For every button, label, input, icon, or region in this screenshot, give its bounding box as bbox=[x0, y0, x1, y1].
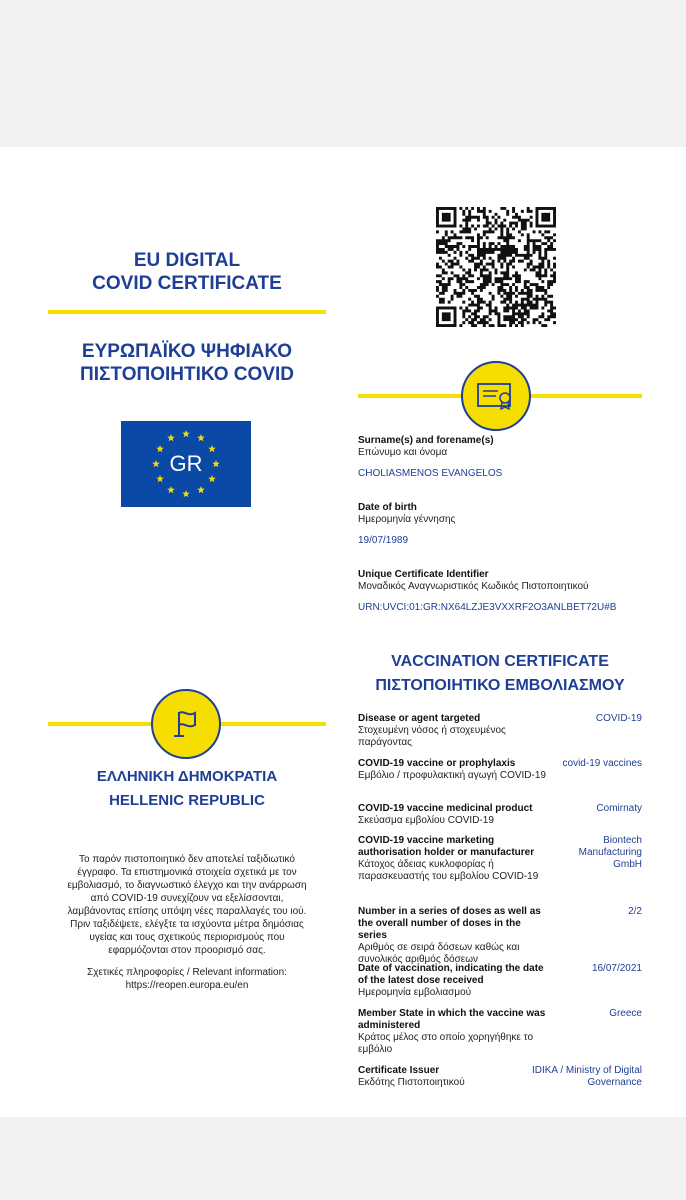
title-en bbox=[48, 249, 326, 295]
row-label-en: Certificate Issuer bbox=[358, 1065, 440, 1076]
vaccination-row bbox=[358, 963, 642, 999]
title-gr-line2: ΠΙΣΤΟΠΟΙΗΤΙΚΟ COVID bbox=[80, 364, 294, 385]
notice-line: εμβολιασμό, το διαγνωστικό έλεγχο και την ανάρρωση bbox=[67, 880, 307, 891]
row-label-gr: Εμβόλιο / προφυλακτική αγωγή COVID-19 bbox=[358, 770, 546, 781]
qr-code-icon bbox=[436, 207, 556, 327]
vaccination-row bbox=[358, 758, 642, 782]
travel-notice bbox=[48, 853, 326, 992]
row-value: 16/07/2021 bbox=[591, 963, 642, 974]
row-label-en: COVID-19 vaccine or prophylaxis bbox=[358, 758, 516, 769]
row-value: Greece bbox=[609, 1008, 642, 1019]
flag-code: GR bbox=[169, 451, 203, 476]
row-label-en: COVID-19 vaccine medicinal product bbox=[358, 803, 533, 814]
row-value: Comirnaty bbox=[596, 803, 642, 814]
vaccination-row bbox=[358, 906, 642, 966]
notice-line: από COVID-19 συνεχίζουν να εξελίσσονται, bbox=[90, 893, 284, 904]
row-label-gr: Σκεύασμα εμβολίου COVID-19 bbox=[358, 815, 494, 826]
row-value: covid-19 vaccines bbox=[562, 758, 642, 769]
row-label-en: Disease or agent targeted bbox=[358, 713, 481, 724]
row-label-gr: Κάτοχος άδειας κυκλοφορίας ή παρασκευαστής του εμβολίου COVID-19 bbox=[358, 859, 539, 882]
row-value: 2/2 bbox=[628, 906, 642, 917]
vaccination-title-gr: ΠΙΣΤΟΠΟΙΗΤΙΚΟ ΕΜΒΟΛΙΑΣΜΟΥ bbox=[375, 677, 625, 694]
personal-info bbox=[358, 435, 658, 614]
name-label-en: Surname(s) and forename(s) bbox=[358, 435, 494, 446]
vaccination-row bbox=[358, 1008, 642, 1056]
yellow-divider bbox=[48, 310, 326, 314]
eu-flag-icon bbox=[121, 421, 251, 507]
republic-name bbox=[48, 765, 326, 813]
row-label-gr: Κράτος μέλος στο οποίο χορηγήθηκε το εμβόλιο bbox=[358, 1032, 534, 1055]
dob-value: 19/07/1989 bbox=[358, 535, 409, 546]
dob-label-en: Date of birth bbox=[358, 502, 417, 513]
vaccination-row bbox=[358, 713, 642, 749]
notice-line: Το παρόν πιστοποιητικό δεν αποτελεί ταξιδιωτικό bbox=[79, 854, 295, 865]
row-label-gr: Εκδότης Πιστοποιητικού bbox=[358, 1077, 465, 1088]
row-value: Biontech Manufacturing GmbH bbox=[578, 835, 642, 870]
title-gr-line1: ΕΥΡΩΠΑΪΚΟ ΨΗΦΙΑΚΟ bbox=[81, 341, 293, 362]
row-label-en: COVID-19 vaccine marketing authorisation holder or manufacturer bbox=[358, 835, 535, 858]
row-label-gr: Στοχευμένη νόσος ή στοχευμένος παράγοντας bbox=[358, 725, 506, 748]
vaccination-title bbox=[352, 650, 648, 698]
certificate-icon bbox=[476, 382, 516, 410]
row-label-gr: Ημερομηνία εμβολιασμού bbox=[358, 987, 472, 998]
title-gr bbox=[48, 340, 326, 386]
row-label-en: Number in a series of doses as well as the overall number of doses in the series bbox=[358, 906, 541, 941]
row-label-en: Date of vaccination, indicating the date of the latest dose received bbox=[358, 963, 544, 986]
uci-label-gr: Μοναδικός Αναγνωριστικός Κωδικός Πιστοποιητικού bbox=[358, 581, 589, 592]
certificate-document bbox=[0, 147, 686, 1117]
republic-en: HELLENIC REPUBLIC bbox=[109, 792, 265, 809]
info-link[interactable]: https://reopen.europa.eu/en bbox=[125, 980, 249, 991]
notice-line: λαμβάνοντας επίσης υπόψη νέες παραλλαγές του ιού. bbox=[67, 906, 307, 917]
info-label: Σχετικές πληροφορίες / Relevant information: bbox=[87, 967, 287, 978]
vaccination-row bbox=[358, 835, 642, 883]
dob-label-gr: Ημερομηνία γέννησης bbox=[358, 514, 456, 525]
flag-badge bbox=[151, 689, 221, 759]
row-label-gr: Αριθμός σε σειρά δόσεων καθώς και συνολικός αριθμός δόσεων bbox=[358, 942, 520, 965]
row-label-en: Member State in which the vaccine was administered bbox=[358, 1008, 546, 1031]
uci-value: URN:UVCI:01:GR:NX64LZJE3VXXRF2O3ANLBET72U#B bbox=[358, 602, 617, 613]
notice-line: Πριν ταξιδέψετε, ελέγξτε τα ισχύοντα μέτρα δημόσιας bbox=[70, 919, 304, 930]
certificate-badge bbox=[461, 361, 531, 431]
name-label-gr: Επώνυμο και όνομα bbox=[358, 447, 448, 458]
republic-gr: ΕΛΛΗΝΙΚΗ ΔΗΜΟΚΡΑΤΙΑ bbox=[96, 768, 278, 785]
vaccination-row bbox=[358, 803, 642, 827]
name-value: CHOLIASMENOS EVANGELOS bbox=[358, 468, 503, 479]
vaccination-title-en: VACCINATION CERTIFICATE bbox=[391, 653, 609, 670]
flag-icon bbox=[171, 708, 201, 740]
notice-line: υγείας και τους σχετικούς περιορισμούς που bbox=[89, 932, 285, 943]
title-en-line2: COVID CERTIFICATE bbox=[92, 273, 282, 294]
notice-line: έγγραφο. Τα επιστημονικά στοιχεία σχετικά με τον bbox=[77, 867, 297, 878]
vaccination-row bbox=[358, 1065, 642, 1089]
notice-line: εφαρμόζονται στον προορισμό σας. bbox=[108, 945, 266, 956]
row-value: COVID-19 bbox=[595, 713, 642, 724]
row-value: IDIKA / Ministry of Digital Governance bbox=[531, 1065, 642, 1088]
title-en-line1: EU DIGITAL bbox=[133, 250, 241, 271]
uci-label-en: Unique Certificate Identifier bbox=[358, 569, 489, 580]
